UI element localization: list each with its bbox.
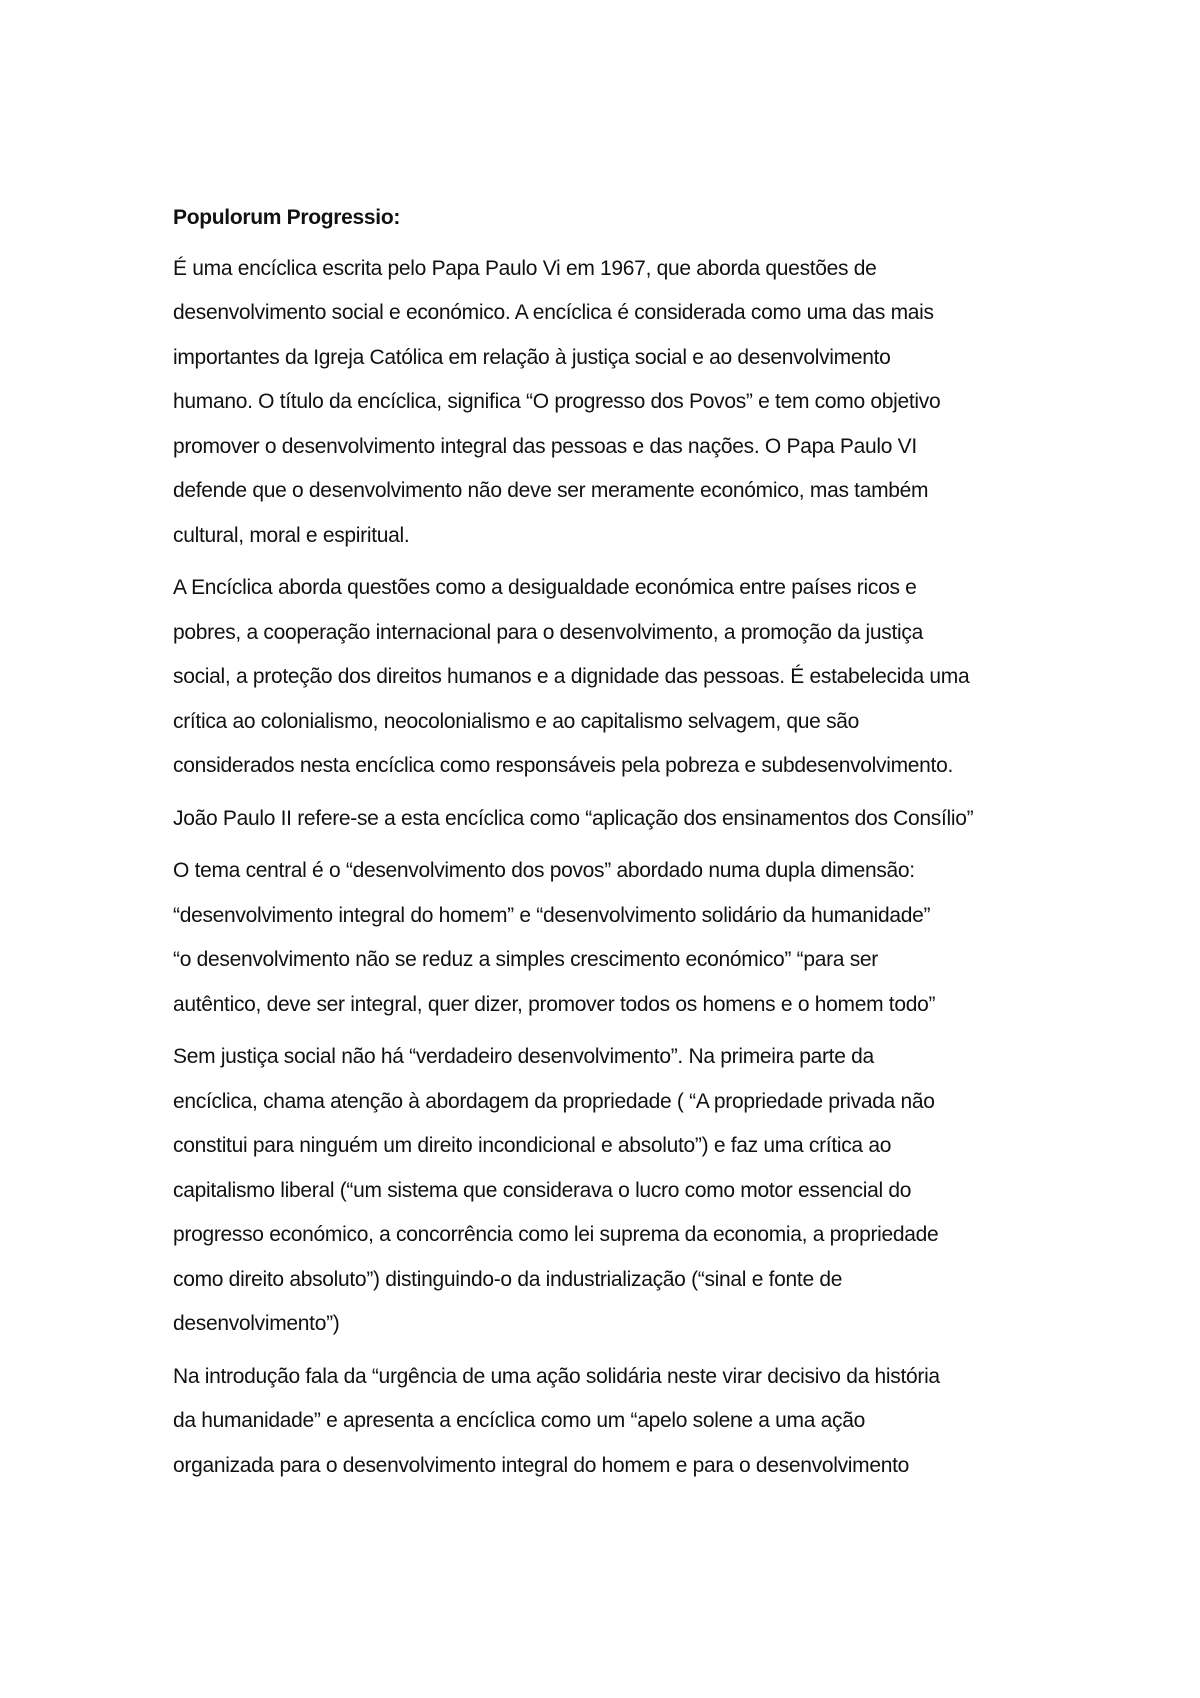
text-line: capitalismo liberal (“um sistema que considerava o lucro como motor essencial do xyxy=(173,1178,912,1202)
text-line: defende que o desenvolvimento não deve ser meramente económico, mas também xyxy=(173,479,929,502)
text-line: desenvolvimento social e económico. A encíclica é considerada como uma das mais xyxy=(173,301,934,324)
text-line: João Paulo II refere-se a esta encíclica como “aplicação dos ensinamentos dos Consílio” xyxy=(173,806,974,830)
text-line: considerados nesta encíclica como responsáveis pela pobreza e subdesenvolvimento. xyxy=(173,754,954,777)
text-line: “o desenvolvimento não se reduz a simples crescimento económico” “para ser xyxy=(173,948,878,971)
page-title: Populorum Progressio: xyxy=(173,206,401,229)
text-line: Na introdução fala da “urgência de uma ação solidária neste virar decisivo da história xyxy=(173,1364,940,1388)
text-line: importantes da Igreja Católica em relação à justiça social e ao desenvolvimento xyxy=(173,345,891,369)
paragraph-4 xyxy=(173,849,1053,1027)
text-line: promover o desenvolvimento integral das pessoas e das nações. O Papa Paulo VI xyxy=(173,434,917,458)
text-line: progresso económico, a concorrência como lei suprema da economia, a propriedade xyxy=(173,1223,939,1246)
text-line: da humanidade” e apresenta a encíclica como um “apelo solene a uma ação xyxy=(173,1409,865,1432)
text-line: “desenvolvimento integral do homem” e “desenvolvimento solidário da humanidade” xyxy=(173,903,931,927)
text-line: É uma encíclica escrita pelo Papa Paulo Vi em 1967, que aborda questões de xyxy=(173,256,877,280)
text-line: A Encíclica aborda questões como a desigualdade económica entre países ricos e xyxy=(173,576,917,599)
paragraph-2 xyxy=(173,566,1053,789)
paragraph-5 xyxy=(173,1035,1053,1347)
text-line: como direito absoluto”) distinguindo-o da industrialização (“sinal e fonte de xyxy=(173,1267,843,1291)
text-line: O tema central é o “desenvolvimento dos povos” abordado numa dupla dimensão: xyxy=(173,859,915,882)
document-body xyxy=(173,196,1053,1496)
text-line: desenvolvimento”) xyxy=(173,1312,340,1335)
text-line: humano. O título da encíclica, significa “O progresso dos Povos” e tem como objetivo xyxy=(173,390,941,413)
text-line: autêntico, deve ser integral, quer dizer, promover todos os homens e o homem todo” xyxy=(173,992,936,1016)
paragraph-3 xyxy=(173,797,1053,842)
text-line: crítica ao colonialismo, neocolonialismo e ao capitalismo selvagem, que são xyxy=(173,709,860,733)
text-line: constitui para ninguém um direito incondicional e absoluto”) e faz uma crítica ao xyxy=(173,1134,892,1157)
text-line: organizada para o desenvolvimento integral do homem e para o desenvolvimento xyxy=(173,1453,910,1477)
text-line: pobres, a cooperação internacional para o desenvolvimento, a promoção da justiça xyxy=(173,620,923,644)
paragraph-1 xyxy=(173,247,1053,559)
text-line: Sem justiça social não há “verdadeiro desenvolvimento”. Na primeira parte da xyxy=(173,1045,874,1068)
text-line: social, a proteção dos direitos humanos e a dignidade das pessoas. É estabelecida uma xyxy=(173,665,970,688)
paragraph-6 xyxy=(173,1355,1053,1489)
text-line: encíclica, chama atenção à abordagem da propriedade ( “A propriedade privada não xyxy=(173,1089,935,1113)
text-line: cultural, moral e espiritual. xyxy=(173,523,410,547)
